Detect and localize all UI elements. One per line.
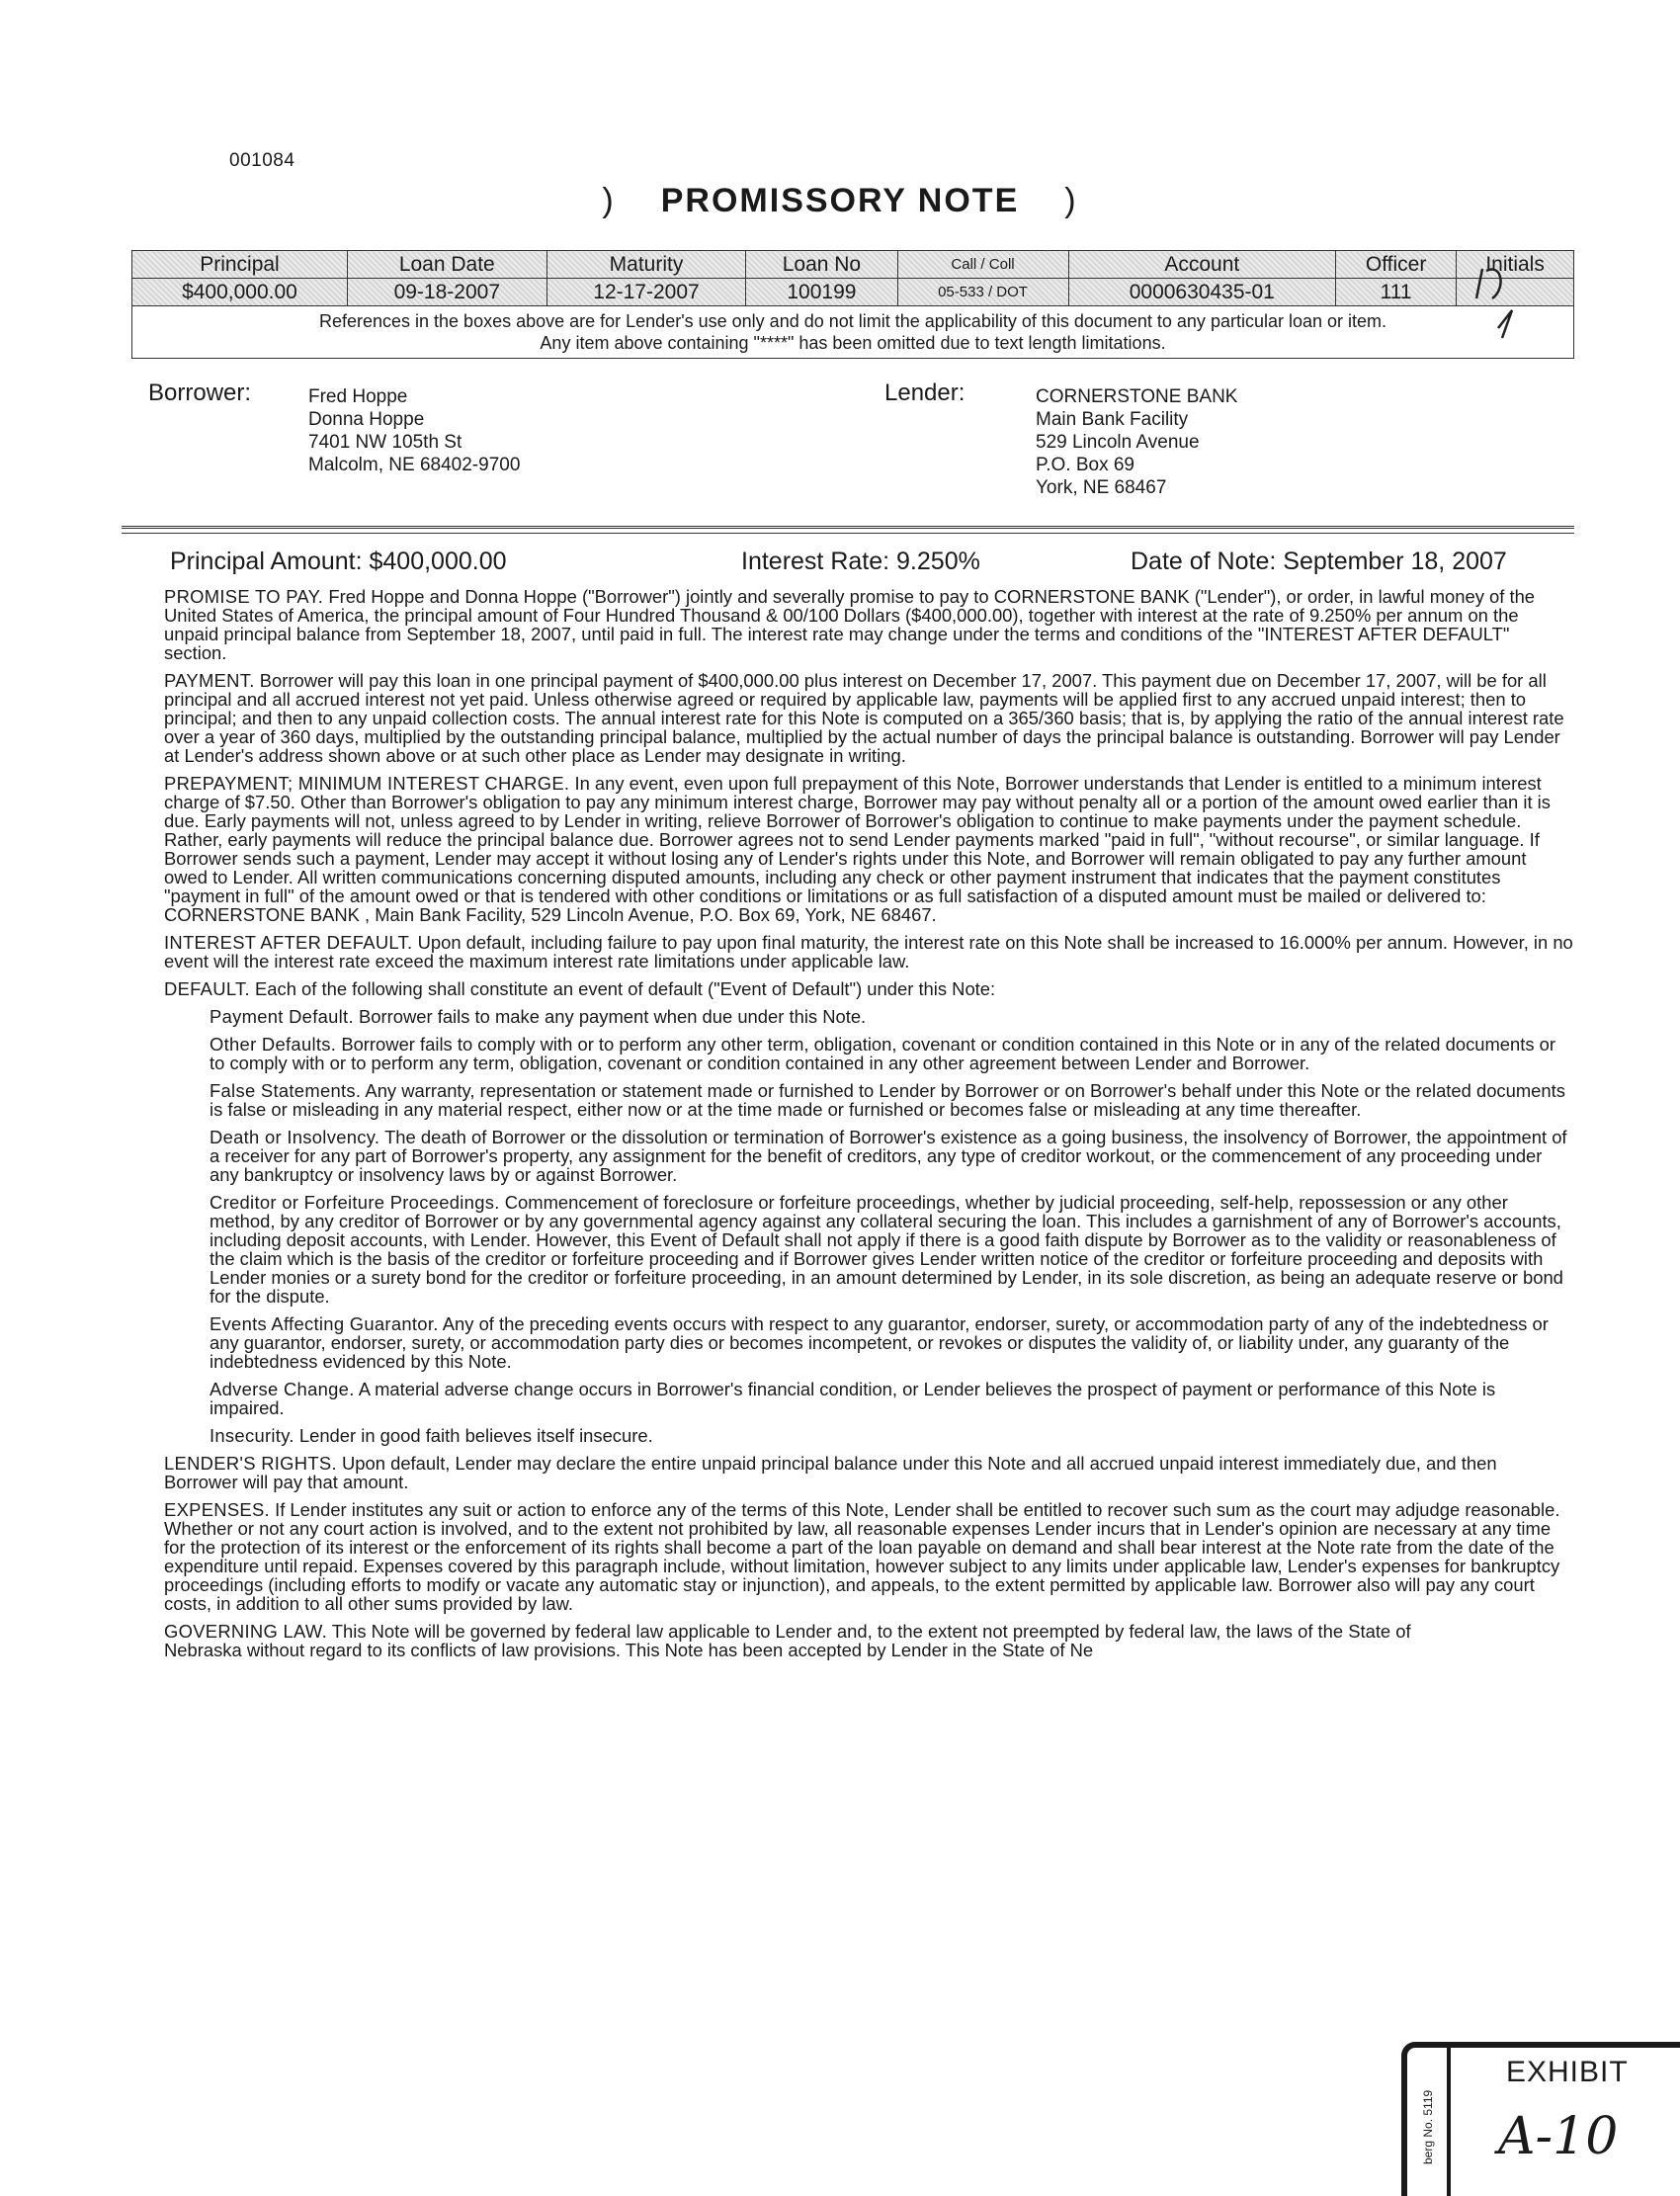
payment-default-item (164, 1007, 1573, 1026)
section-text: Fred Hoppe and Donna Hoppe ("Borrower") jointly and severally promise to pay to CORNERSTONE BANK ("Lender"), or order, in lawful money of the United States of America, the principal amount of Four Hundred Thousand & 00/100 Dollars ($400,000.00), together with interest at the rate of 9.250% per annum on the unpaid principal balance from September 18, 2007, until paid in full. The interest rate may change under the terms and conditions of the "INTEREST AFTER DEFAULT" section. (164, 586, 1536, 663)
rate-value: 9.250% (896, 548, 980, 575)
rate-summary (741, 548, 980, 576)
header-loan-no: Loan No (746, 251, 897, 279)
reference-cell (132, 306, 1574, 359)
principal-summary (170, 548, 507, 576)
value-principal: $400,000.00 (132, 279, 348, 306)
date-label: Date of Note: (1131, 548, 1277, 575)
principal-label: Principal Amount: (170, 548, 363, 575)
payment-section (164, 671, 1573, 765)
header-loan-date: Loan Date (347, 251, 546, 279)
header-principal: Principal (132, 251, 348, 279)
section-divider (122, 526, 1574, 534)
section-text: Borrower will pay this loan in one principal payment of $400,000.00 plus interest on December 17, 2007. This payment due on December 17, 2007, will be for all principal and all accrued interest not yet paid. Unless otherwise agreed or required by applicable law, payments will be applied first to any accrued unpaid interest; then to principal; and then to any unpaid collection costs. The annual interest rate for this Note is computed on a 365/360 basis; that is, by applying the ratio of the annual interest rate over a year of 360 days, multiplied by the outstanding principal balance, multiplied by the actual number of days the principal balance is outstanding. Borrower will pay Lender at Lender's address shown above or at such other place as Lender may designate in writing. (164, 670, 1564, 766)
lender-line: P.O. Box 69 (1036, 455, 1134, 475)
reference-row (132, 306, 1574, 359)
item-heading: False Statements. (210, 1080, 362, 1101)
header-account: Account (1068, 251, 1336, 279)
item-heading: Other Defaults. (210, 1034, 337, 1055)
reference-line-1: References in the boxes above are for Lender's use only and do not limit the applicability of this document to any particular loan or item. (318, 311, 1387, 331)
creditor-forfeiture-item (164, 1193, 1573, 1306)
rate-label: Interest Rate: (741, 548, 890, 575)
header-values-row (132, 279, 1574, 306)
date-summary (1131, 548, 1507, 576)
exhibit-label: EXHIBIT (1506, 2056, 1629, 2088)
false-statements-item (164, 1081, 1573, 1119)
section-text: Upon default, including failure to pay upon final maturity, the interest rate on this Note shall be increased to 16.000% per annum. However, in no event will the interest rate exceed the maximum interest rate limitations under applicable law. (164, 932, 1573, 971)
borrower-address (308, 385, 520, 476)
section-heading: GOVERNING LAW. (164, 1621, 327, 1642)
lender-line: CORNERSTONE BANK (1036, 386, 1238, 407)
item-heading: Insecurity. (210, 1425, 294, 1446)
header-maturity: Maturity (546, 251, 746, 279)
item-text: The death of Borrower or the dissolution or termination of Borrower's existence as a going business, the insolvency of Borrower, the appointment of a receiver for any part of Borrower's property, any assignment for the benefit of creditors, any type of creditor workout, or the commencement of any proceeding under any bankruptcy or insolvency laws by or against Borrower. (210, 1127, 1567, 1185)
section-text: In any event, even upon full prepayment of this Note, Borrower understands that Lender is entitled to a minimum interest charge of $7.50. Other than Borrower's obligation to pay any minimum interest charge, Borrower may pay without penalty all or a portion of the amount owed earlier than it is due. Early payments will not, unless agreed to by Lender in writing, relieve Borrower of Borrower's obligation to continue to make payments under the payment schedule. Rather, early payments will reduce the principal balance due. Borrower agrees not to send Lender payments marked "paid in full", "without recourse", or similar language. If Borrower sends such a payment, Lender may accept it without losing any of Lender's rights under this Note, and Borrower will remain obligated to pay any further amount owed to Lender. All written communications concerning disputed amounts, including any check or other payment instrument that indicates that the payment constitutes "payment in full" of the amount owed or that is tendered with other conditions or limitations or as full satisfaction of a disputed amount must be mailed or delivered to: CORNERSTONE BANK , Main Bank Facility, 529 Lincoln Avenue, P.O. Box 69, York, NE 68467. (164, 773, 1551, 925)
section-text: Upon default, Lender may declare the entire unpaid principal balance under this Note and all accrued unpaid interest immediately due, and then Borrower will pay that amount. (164, 1453, 1497, 1492)
other-defaults-item (164, 1035, 1573, 1072)
lender-address (1036, 385, 1237, 499)
expenses-section (164, 1500, 1573, 1613)
item-text: Any warranty, representation or statement made or furnished to Lender by Borrower or on Borrower's behalf under this Note or the related documents is false or misleading in any material respect, either now or at the time made or furnished or becomes false or misleading at any time thereafter. (210, 1080, 1565, 1120)
borrower-line: 7401 NW 105th St (308, 432, 462, 453)
exhibit-side-text: berg No. 5119 (1421, 2089, 1435, 2164)
section-heading: PROMISE TO PAY. (164, 586, 324, 607)
value-loan-date: 09-18-2007 (347, 279, 546, 306)
promise-section (164, 587, 1573, 662)
section-heading: LENDER'S RIGHTS. (164, 1453, 337, 1474)
header-labels-row (132, 251, 1574, 279)
item-text: Borrower fails to make any payment when due under this Note. (359, 1006, 867, 1027)
lender-line: 529 Lincoln Avenue (1036, 432, 1200, 453)
section-heading: DEFAULT. (164, 978, 250, 999)
date-value: September 18, 2007 (1283, 548, 1507, 575)
governing-law-section (164, 1622, 1573, 1659)
value-call-coll: 05-533 / DOT (897, 279, 1068, 306)
header-initials: Initials (1457, 251, 1574, 279)
header-officer: Officer (1336, 251, 1457, 279)
lender-line: York, NE 68467 (1036, 477, 1167, 498)
insecurity-item (164, 1426, 1573, 1445)
reference-line-2: Any item above containing "****" has been omitted due to text length limitations. (540, 333, 1166, 353)
item-text: Borrower fails to comply with or to perform any other term, obligation, covenant or condition contained in this Note or in any of the related documents or to comply with or to perform any term, obligation, covenant or condition contained in any other agreement between Lender and Borrower. (210, 1034, 1556, 1073)
page-title (0, 182, 1680, 220)
loan-header-box (131, 250, 1574, 359)
borrower-line: Malcolm, NE 68402-9700 (308, 455, 521, 475)
exhibit-sticker (1401, 2042, 1680, 2196)
interest-after-default-section (164, 933, 1573, 971)
prepayment-section (164, 774, 1573, 924)
principal-value: $400,000.00 (369, 548, 507, 575)
section-text: If Lender institutes any suit or action to enforce any of the terms of this Note, Lender shall be entitled to recover such sum as the court may adjudge reasonable. Whether or not any court action is involved, and to the extent not prohibited by law, all reasonable expenses Lender incurs that in Lender's opinion are necessary at any time for the protection of its interest or the enforcement of its rights shall become a part of the loan payable on demand and shall bear interest at the Note rate from the date of the expenditure until repaid. Expenses covered by this paragraph include, without limitation, however subject to any limits under applicable law, Lender's expenses for bankruptcy proceedings (including efforts to modify or vacate any automatic stay or injunction), and appeals, to the extent permitted by applicable law. Borrower also will pay any court costs, in addition to all other sums provided by law. (164, 1499, 1560, 1614)
section-heading: PAYMENT. (164, 670, 255, 691)
borrower-line: Fred Hoppe (308, 386, 408, 407)
section-heading: INTEREST AFTER DEFAULT. (164, 932, 413, 953)
default-section (164, 979, 1573, 998)
borrower-label: Borrower: (148, 380, 252, 406)
note-body (164, 587, 1573, 1668)
item-heading: Payment Default. (210, 1006, 354, 1027)
title-open-paren: ) (602, 182, 616, 219)
section-heading: PREPAYMENT; MINIMUM INTEREST CHARGE. (164, 773, 570, 794)
value-account: 0000630435-01 (1068, 279, 1336, 306)
exhibit-number: A-10 (1498, 2107, 1619, 2166)
item-heading: Creditor or Forfeiture Proceedings. (210, 1192, 500, 1213)
lender-label: Lender: (884, 380, 966, 406)
title-close-paren: ) (1064, 182, 1078, 219)
item-text: Lender in good faith believes itself insecure. (298, 1425, 653, 1446)
value-officer: 111 (1336, 279, 1457, 306)
item-text: Commencement of foreclosure or forfeiture proceedings, whether by judicial proceeding, self-help, repossession or any other method, by any creditor of Borrower or by any governmental agency against any collateral securing the loan. This includes a garnishment of any of Borrower's accounts, including deposit accounts, with Lender. However, this Event of Default shall not apply if there is a good faith dispute by Borrower as to the validity or reasonableness of the claim which is the basis of the creditor or forfeiture proceeding and if Borrower gives Lender written notice of the creditor or forfeiture proceeding and deposits with Lender monies or a surety bond for the creditor or forfeiture proceeding, in an amount determined by Lender, in its sole discretion, as being an adequate reserve or bond for the dispute. (210, 1192, 1563, 1307)
item-heading: Events Affecting Guarantor. (210, 1313, 439, 1334)
value-maturity: 12-17-2007 (546, 279, 746, 306)
borrower-line: Donna Hoppe (308, 409, 425, 430)
section-heading: EXPENSES. (164, 1499, 270, 1520)
page-id: 001084 (229, 150, 295, 171)
section-text: This Note will be governed by federal law applicable to Lender and, to the extent not preempted by federal law, the laws of the State of Nebraska without regard to its conflicts of law provisions. This Note has been accepted by Lender in the State of Ne (164, 1621, 1411, 1660)
lender-line: Main Bank Facility (1036, 409, 1189, 430)
guarantor-events-item (164, 1314, 1573, 1371)
item-heading: Death or Insolvency. (210, 1127, 380, 1147)
death-insolvency-item (164, 1128, 1573, 1184)
section-text: Each of the following shall constitute an event of default ("Event of Default") under this Note: (255, 978, 996, 999)
item-text: Any of the preceding events occurs with respect to any guarantor, endorser, surety, or accommodation party of any of the indebtedness or any guarantor, endorser, surety, or accommodation party dies or becomes incompetent, or revokes or disputes the validity of, or liability under, any guaranty of the indebtedness evidenced by this Note. (210, 1313, 1549, 1372)
item-text: A material adverse change occurs in Borrower's financial condition, or Lender believes the prospect of payment or performance of this Note is impaired. (210, 1379, 1496, 1418)
initials-signature-icon (1463, 259, 1522, 358)
lenders-rights-section (164, 1454, 1573, 1491)
title-text: PROMISSORY NOTE (660, 182, 1020, 219)
value-loan-no: 100199 (746, 279, 897, 306)
item-heading: Adverse Change. (210, 1379, 355, 1399)
adverse-change-item (164, 1380, 1573, 1417)
header-call-coll: Call / Coll (897, 251, 1068, 279)
